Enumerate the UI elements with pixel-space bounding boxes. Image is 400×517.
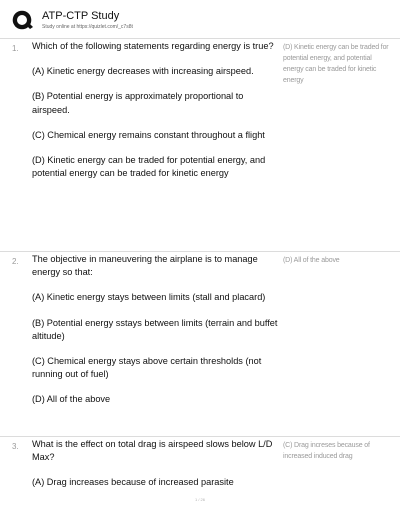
page-number: 1 / 26 [194, 497, 205, 502]
page-header [11, 7, 133, 37]
question-number: 1. [12, 44, 19, 53]
option-d: (D) All of the above [32, 394, 111, 405]
option-c: (C) Chemical energy remains constant throughout a flight [32, 129, 265, 140]
option-b: (B) Potential energy is approximately proportional to airspeed. [32, 91, 244, 115]
question-row [0, 436, 400, 497]
question-number: 3. [12, 442, 19, 451]
answer-text: (D) All of the above [283, 257, 340, 264]
answer-text: (D) Kinetic energy can be traded for potential energy, and potential energy can be traded for kinetic energy [283, 44, 389, 84]
app-title: ATP-CTP Study [42, 10, 120, 22]
option-a: (A) Drag increases because of increased parasite [32, 477, 234, 488]
quizlet-logo-icon [11, 9, 35, 33]
header-text [42, 7, 133, 31]
question-body [32, 253, 279, 419]
option-d: (D) Kinetic energy can be traded for potential energy, and potential energy can be traded for kinetic energy [32, 155, 266, 179]
answer-text: (C) Drag increses because of increased induced drag [283, 442, 370, 460]
option-a: (A) Kinetic energy stays between limits (stall and placard) [32, 292, 266, 303]
question-body [32, 40, 279, 192]
study-link[interactable]: Study online at https://quizlet.com/_c7s8t [42, 24, 133, 30]
question-body [32, 438, 279, 502]
question-number: 2. [12, 257, 19, 266]
question-text: Which of the following statements regarding energy is true? [32, 41, 274, 51]
option-c: (C) Chemical energy stays above certain thresholds (not running out of fuel) [32, 356, 262, 380]
question-row [0, 251, 400, 436]
option-a: (A) Kinetic energy decreases with increasing airspeed. [32, 66, 254, 77]
question-row [0, 38, 400, 251]
question-text: What is the effect on total drag is airspeed slows below L/D Max? [32, 439, 273, 463]
option-b: (B) Potential energy sstays between limits (terrain and buffet altitude) [32, 317, 278, 341]
question-text: The objective in maneuvering the airplane is to manage energy so that: [32, 254, 258, 278]
